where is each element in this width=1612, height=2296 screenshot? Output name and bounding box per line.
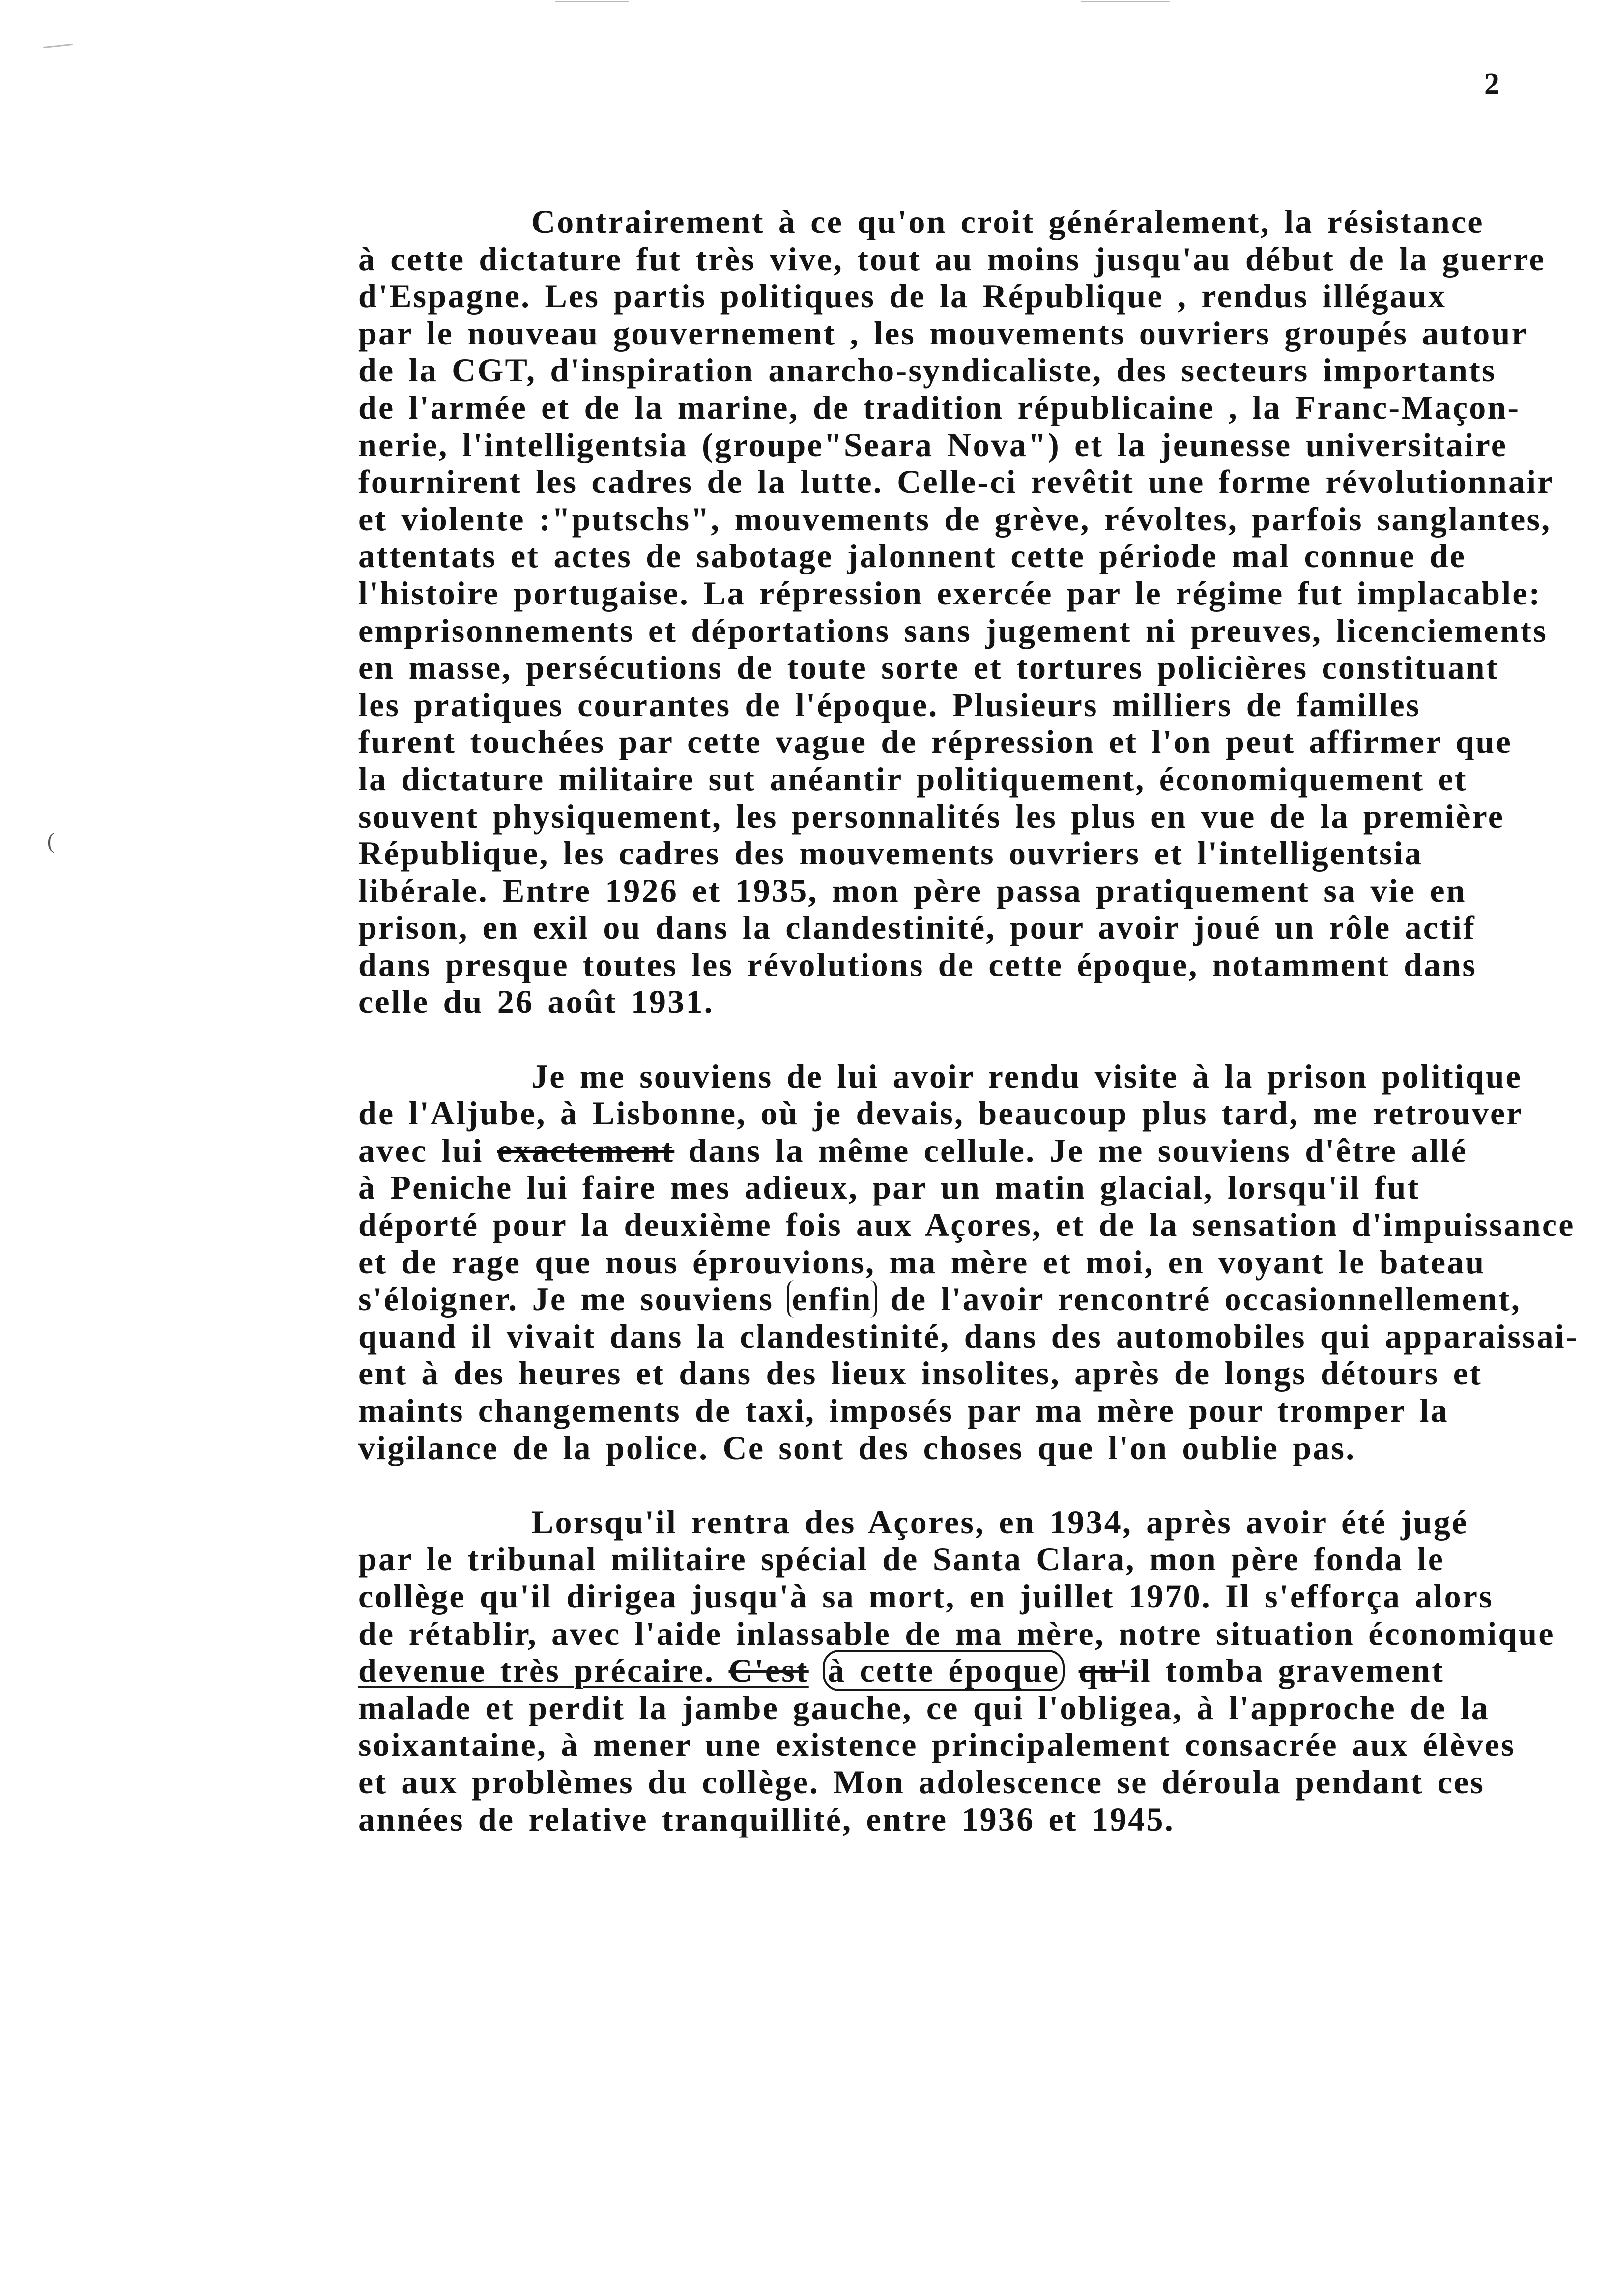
text-line: emprisonnements et déportations sans jugement ni preuves, licenciements (358, 611, 1548, 649)
text-line: vigilance de la police. Ce sont des choses que l'on oublie pas. (358, 1429, 1356, 1466)
text-line: Je me souviens de lui avoir rendu visite à la prison politique (531, 1057, 1523, 1095)
text-segment (809, 1652, 823, 1689)
text-line: de rétablir, avec l'aide inlassable de ma mère, notre situation économique (358, 1614, 1555, 1652)
text-segment: de l'avoir rencontré occasionnellement, (876, 1280, 1522, 1318)
text-line: ent à des heures et dans des lieux insolites, après de longs détours et (358, 1354, 1482, 1392)
text-line: l'histoire portugaise. La répression exercée par le régime fut implacable: (358, 574, 1542, 612)
text-segment: s'éloigner. Je me souviens (358, 1280, 788, 1318)
text-line: années de relative tranquillité, entre 1936 et 1945. (358, 1800, 1175, 1838)
struck-text: C'est (728, 1652, 809, 1690)
text-line: République, les cadres des mouvements ouvriers et l'intelligentsia (358, 834, 1423, 872)
text-line: libérale. Entre 1926 et 1935, mon père passa pratiquement sa vie en (358, 871, 1467, 909)
text-line: de la CGT, d'inspiration anarcho-syndicaliste, des secteurs importants (358, 351, 1497, 389)
text-segment: avec lui (358, 1131, 497, 1169)
struck-text: exactement (497, 1131, 675, 1169)
text-line: prison, en exil ou dans la clandestinité, pour avoir joué un rôle actif (358, 909, 1476, 947)
paragraph (358, 1058, 1607, 1467)
text-line: celle du 26 août 1931. (358, 983, 714, 1021)
text-line: et de rage que nous éprouvions, ma mère et moi, en voyant le bateau (358, 1243, 1486, 1281)
text-line: attentats et actes de sabotage jalonnent cette période mal connue de (358, 537, 1467, 575)
text-line: à cette dictature fut très vive, tout au moins jusqu'au début de la guerre (358, 240, 1546, 278)
text-line: Contrairement à ce qu'on croit généralement, la résistance (531, 203, 1484, 240)
struck-text: qu' (1078, 1652, 1130, 1690)
circled-text: à cette époque (823, 1650, 1065, 1691)
text-segment (1065, 1652, 1078, 1689)
text-line: dans presque toutes les révolutions de cette époque, notamment dans (358, 946, 1477, 983)
text-line: déporté pour la deuxième fois aux Açores, et de la sensation d'impuissance (358, 1206, 1575, 1244)
text-line: souvent physiquement, les personnalités les plus en vue de la première (358, 797, 1505, 835)
text-line: d'Espagne. Les partis politiques de la République , rendus illégaux (358, 277, 1447, 315)
text-line (358, 1652, 1607, 1690)
text-line (358, 1132, 1607, 1170)
text-line: collège qu'il dirigea jusqu'à sa mort, en juillet 1970. Il s'efforça alors (358, 1577, 1494, 1615)
text-line: fournirent les cadres de la lutte. Celle-ci revêtit une forme révolutionnair (358, 463, 1554, 501)
text-line: malade et perdit la jambe gauche, ce qui l'obligea, à l'approche de la (358, 1689, 1490, 1726)
text-line: les pratiques courantes de l'époque. Plusieurs milliers de familles (358, 686, 1421, 723)
text-segment: dans la même cellule. Je me souviens d'être allé (674, 1131, 1468, 1169)
text-line: de l'Aljube, à Lisbonne, où je devais, beaucoup plus tard, me retrouver (358, 1094, 1523, 1132)
text-segment: il tomba gravement (1129, 1652, 1444, 1690)
text-line: maints changements de taxi, imposés par ma mère pour tromper la (358, 1392, 1449, 1429)
text-line: soixantaine, à mener une existence principalement consacrée aux élèves (358, 1726, 1516, 1764)
document-body (358, 203, 1607, 1838)
text-line: nerie, l'intelligentsia (groupe"Seara Nova") et la jeunesse universitaire (358, 426, 1508, 463)
underlined-text: devenue très précaire. (358, 1652, 729, 1690)
text-line: et violente :"putschs", mouvements de grève, révoltes, parfois sanglantes, (358, 500, 1552, 538)
text-line: quand il vivait dans la clandestinité, dans des automobiles qui apparaissai- (358, 1317, 1579, 1355)
paragraph (358, 203, 1607, 1021)
scan-edge-mark (1081, 1, 1170, 2)
bracketed-text: enfin (787, 1280, 876, 1318)
text-line: la dictature militaire sut anéantir politiquement, économiquement et (358, 760, 1468, 798)
text-line: en masse, persécutions de toute sorte et tortures policières constituant (358, 649, 1499, 687)
text-line: à Peniche lui faire mes adieux, par un matin glacial, lorsqu'il fut (358, 1169, 1420, 1206)
scan-corner-mark (43, 44, 73, 48)
scan-edge-mark (555, 1, 629, 2)
text-line: par le nouveau gouvernement , les mouvements ouvriers groupés autour (358, 314, 1528, 352)
text-line: Lorsqu'il rentra des Açores, en 1934, après avoir été jugé (531, 1503, 1468, 1541)
paragraph (358, 1504, 1607, 1838)
margin-mark: ( (47, 829, 55, 853)
text-line: furent touchées par cette vague de répression et l'on peut affirmer que (358, 723, 1512, 761)
page-number: 2 (1484, 67, 1499, 101)
text-line: de l'armée et de la marine, de tradition républicaine , la Franc-Maçon- (358, 388, 1521, 426)
text-line: et aux problèmes du collège. Mon adolescence se déroula pendant ces (358, 1763, 1485, 1801)
text-line: par le tribunal militaire spécial de Santa Clara, mon père fonda le (358, 1540, 1445, 1578)
text-line (358, 1281, 1607, 1318)
